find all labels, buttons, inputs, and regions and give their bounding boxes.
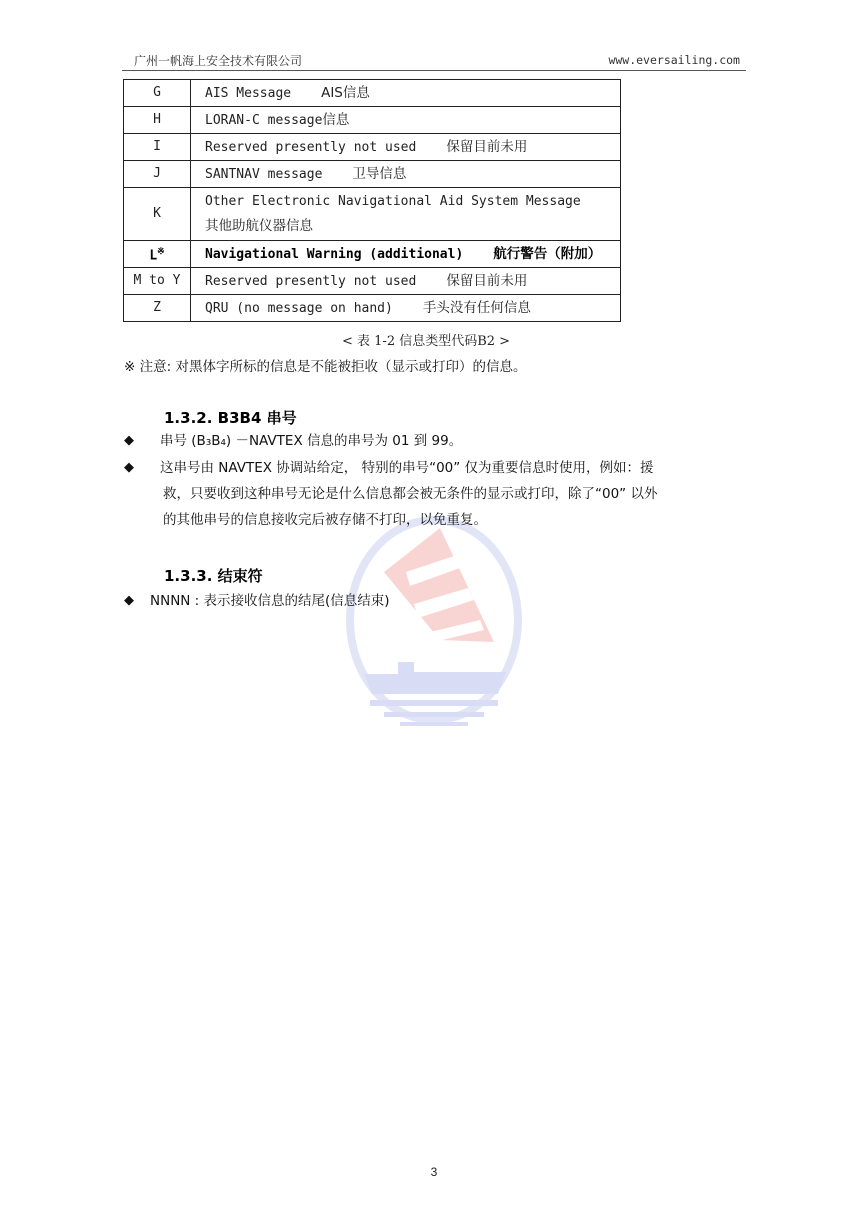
description-cell — [191, 134, 621, 161]
list-item-text: NNNN : 表示接收信息的结尾(信息结束) — [150, 593, 390, 609]
description-en: SANTNAV message — [205, 166, 323, 182]
section-heading-1-3-3 — [164, 565, 263, 586]
header-company-name: 广州一帆海上安全技术有限公司 — [134, 54, 303, 68]
table-row — [124, 161, 621, 188]
bold-message-note: ※ 注意: 对黑体字所标的信息是不能被拒收（显示或打印）的信息。 — [124, 359, 527, 375]
logo-ship-hull — [364, 662, 506, 726]
list-item — [124, 588, 746, 614]
code-cell — [124, 241, 191, 268]
list-item-text: 串号 (B₃B₄) －NAVTEX 信息的串号为 01 到 99。 — [160, 433, 463, 449]
description-cell — [191, 80, 621, 107]
code-cell: K — [124, 188, 191, 241]
description-cn: 保留目前未用 — [446, 138, 528, 155]
list-item — [124, 455, 746, 533]
table-caption: < 表 1-2 信息类型代码B2 > — [342, 334, 511, 349]
description-cn: 手头没有任何信息 — [422, 299, 531, 316]
page-number: 3 — [430, 1165, 438, 1179]
description-en: LORAN-C message — [205, 112, 323, 128]
section-number: 1.3.3. — [164, 567, 213, 585]
code-cell: I — [124, 134, 191, 161]
description-en: Reserved presently not used — [205, 139, 417, 155]
note-mark: ※ — [157, 246, 165, 257]
table-row — [124, 134, 621, 161]
description-cn: AIS信息 — [321, 84, 370, 101]
code-cell: M to Y — [124, 268, 191, 295]
header-divider — [122, 70, 746, 71]
section-title-text: 结束符 — [217, 567, 263, 585]
code-cell: J — [124, 161, 191, 188]
table-row — [124, 268, 621, 295]
description-cell — [191, 295, 621, 322]
description-cn: 航行警告（附加） — [493, 245, 602, 262]
description-cn: 信息 — [322, 111, 350, 128]
code-cell: G — [124, 80, 191, 107]
description-en: AIS Message — [205, 85, 292, 101]
table-row — [124, 107, 621, 134]
description-cell — [191, 188, 621, 241]
description-cell — [191, 241, 621, 268]
message-type-code-table — [123, 79, 621, 322]
list-item-line: 的其他串号的信息接收完后被存储不打印，以免重复。 — [163, 512, 487, 528]
diamond-bullet-icon: ◆ — [124, 433, 134, 448]
company-logo-watermark — [344, 512, 524, 734]
code-text: L — [149, 248, 158, 264]
description-en: Other Electronic Navigational Aid System Message — [205, 193, 581, 209]
description-cell — [191, 268, 621, 295]
description-en: Reserved presently not used — [205, 273, 417, 289]
code-cell: H — [124, 107, 191, 134]
description-cell — [191, 107, 621, 134]
description-en: QRU (no message on hand) — [205, 300, 393, 316]
description-en: Navigational Warning (additional) — [205, 246, 464, 262]
description-cn: 其他助航仪器信息 — [205, 217, 313, 234]
description-cn: 保留目前未用 — [446, 272, 528, 289]
description-cn: 卫导信息 — [352, 165, 407, 182]
table-row — [124, 188, 621, 241]
table-row — [124, 295, 621, 322]
list-item — [124, 428, 746, 454]
list-item-text — [160, 455, 746, 533]
list-item-line: 这串号由 NAVTEX 协调站给定， 特别的串号“00” 仅为重要信息时使用，例如：援 — [160, 460, 654, 476]
diamond-bullet-icon: ◆ — [124, 593, 134, 608]
section-title-text: B3B4 串号 — [217, 409, 297, 427]
description-cell — [191, 161, 621, 188]
header-website: www.eversailing.com — [608, 53, 740, 67]
table-row — [124, 80, 621, 107]
table-row — [124, 241, 621, 268]
diamond-bullet-icon: ◆ — [124, 460, 134, 475]
code-cell: Z — [124, 295, 191, 322]
list-item-line: 救，只要收到这种串号无论是什么信息都会被无条件的显示或打印，除了“00” 以外 — [163, 486, 658, 502]
section-number: 1.3.2. — [164, 409, 213, 427]
section-heading-1-3-2 — [164, 407, 297, 428]
